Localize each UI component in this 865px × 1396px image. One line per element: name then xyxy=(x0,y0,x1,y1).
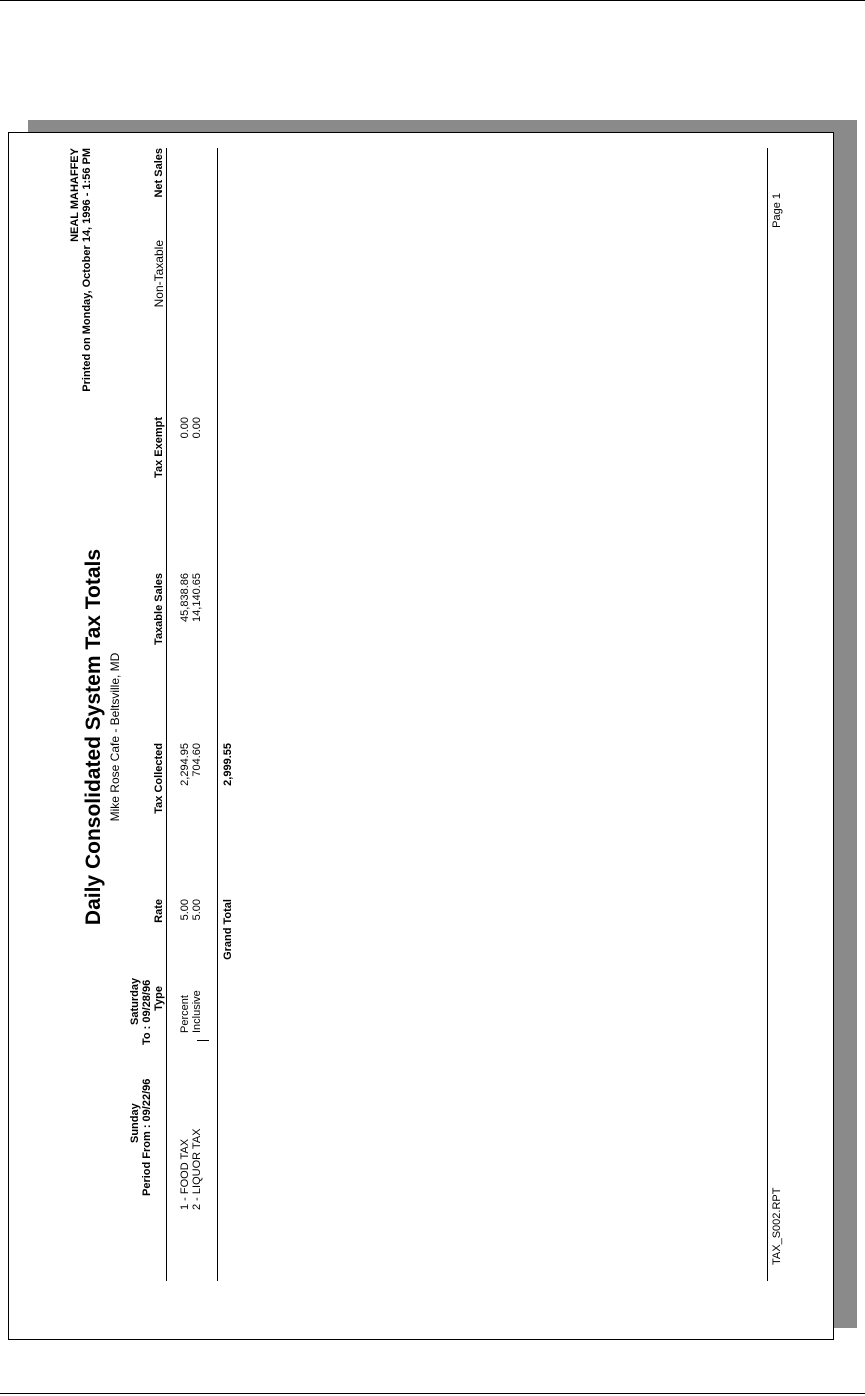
report-page xyxy=(8,132,834,1340)
col-header-net-sales: Net Sales xyxy=(153,148,165,198)
grand-total-value: 2,999.55 xyxy=(222,743,234,786)
row-2-rate: 5.00 xyxy=(191,899,203,921)
report-user: NEAL MAHAFFEY xyxy=(69,148,81,242)
bottom-rule xyxy=(0,1393,865,1394)
row-2-name: 2 - LIQUOR TAX xyxy=(191,1128,203,1210)
row-2-taxable-sales: 14,140.65 xyxy=(191,573,203,622)
col-header-tax-collected: Tax Collected xyxy=(153,743,165,814)
total-rule xyxy=(217,148,218,1281)
grand-total-tick xyxy=(197,1040,209,1041)
row-2-tax-collected: 704.60 xyxy=(191,743,203,777)
row-1-rate: 5.00 xyxy=(179,899,191,921)
period-to-day: Saturday xyxy=(129,977,141,1025)
period-to: To : 09/28/96 xyxy=(141,979,153,1045)
col-header-taxable-sales: Taxable Sales xyxy=(153,573,165,645)
printed-date: Printed on Monday, October 14, 1996 - 1:56 PM xyxy=(81,148,93,392)
row-1-tax-exempt: 0.00 xyxy=(179,417,191,439)
col-header-rate: Rate xyxy=(153,899,165,923)
footer-file: TAX_S002.RPT xyxy=(771,1187,783,1265)
report-title: Daily Consolidated System Tax Totals xyxy=(82,548,105,926)
row-2-tax-exempt: 0.00 xyxy=(191,417,203,439)
col-header-tax-exempt: Tax Exempt xyxy=(153,417,165,478)
grand-total-label: Grand Total xyxy=(222,899,234,960)
period-from-day: Sunday xyxy=(129,1103,141,1143)
row-1-tax-collected: 2,294.95 xyxy=(179,743,191,786)
col-header-type: Type xyxy=(153,986,165,1011)
period-from: Period From : 09/22/96 xyxy=(141,1078,153,1196)
row-2-type: Inclusive xyxy=(191,990,203,1033)
header-rule xyxy=(166,148,167,1281)
col-header-non-taxable: Non-Taxable xyxy=(152,240,166,308)
row-1-taxable-sales: 45,838.86 xyxy=(179,573,191,622)
row-1-name: 1 - FOOD TAX xyxy=(179,1138,191,1210)
report-subtitle: Mike Rose Cafe - Beltsville, MD xyxy=(108,652,122,822)
row-1-type: Percent xyxy=(179,995,191,1033)
top-rule xyxy=(0,0,865,1)
rotated-report xyxy=(9,133,835,1341)
footer-rule xyxy=(767,148,768,1281)
footer-page: Page 1 xyxy=(771,193,783,228)
